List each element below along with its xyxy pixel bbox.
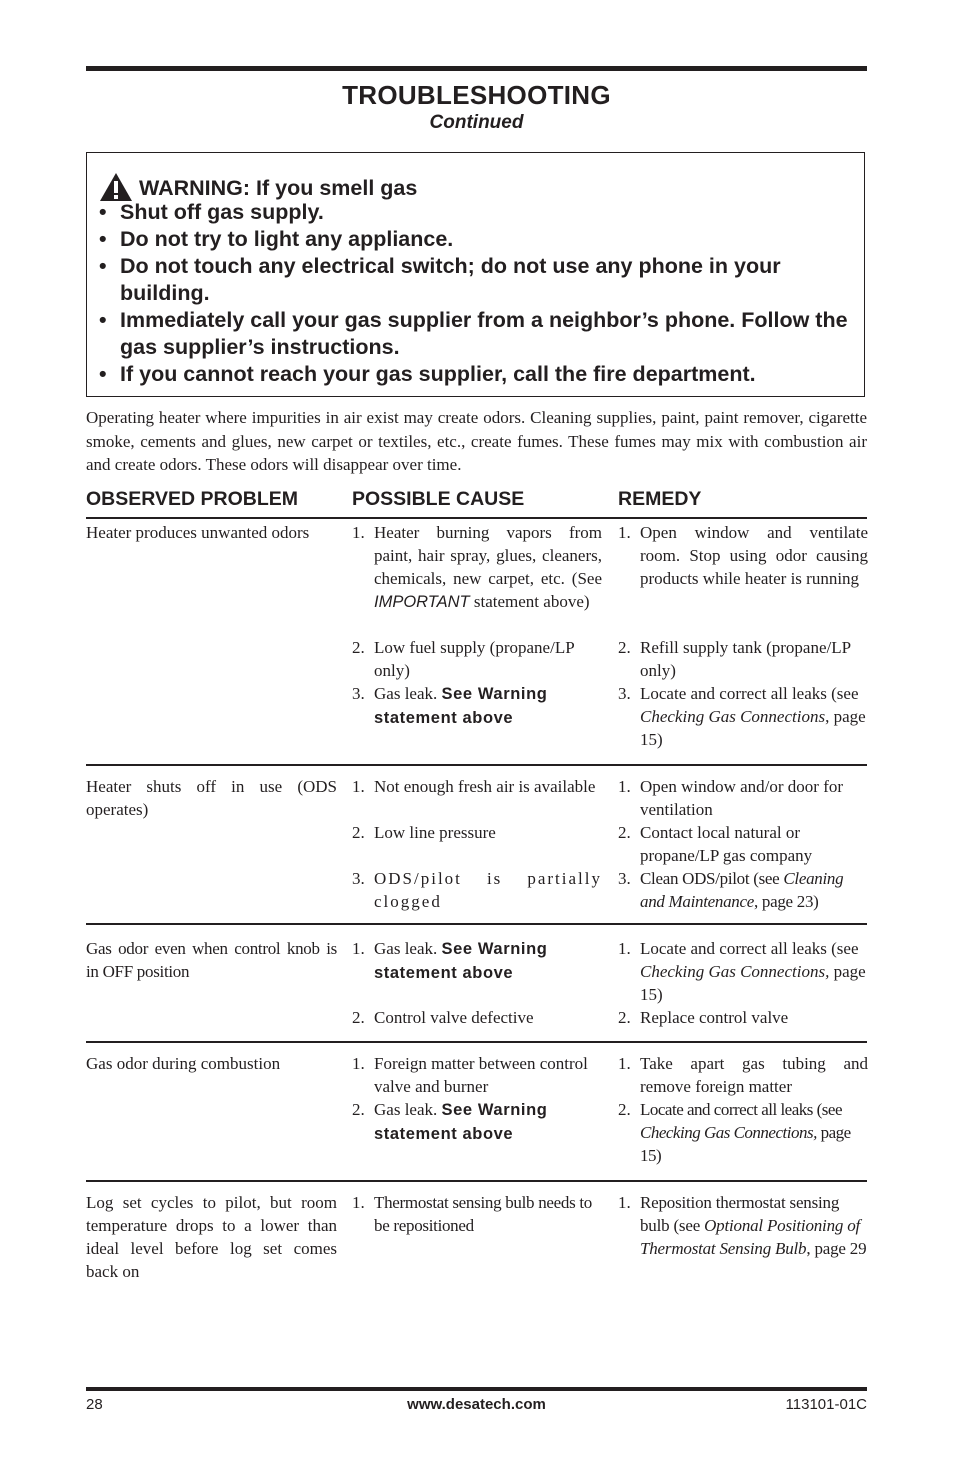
page-number: 28 [86, 1396, 103, 1413]
warning-list [99, 199, 858, 388]
header-rule [86, 517, 867, 519]
row-divider [86, 1041, 867, 1043]
warning-heading-row [99, 172, 417, 202]
row-divider [86, 923, 867, 925]
problem-cell: Gas odor during combustion [86, 1054, 281, 1073]
problem-cell: Log set cycles to pilot, but room temperature drops to a lower than ideal level before log set comes back on [86, 1193, 337, 1282]
page-subtitle: Continued [429, 112, 524, 133]
problem-cell: Gas odor even when control knob is in OFF position [86, 939, 337, 982]
warning-item: • If you cannot reach your gas supplier, call the fire department. [99, 362, 756, 386]
column-header-cause: POSSIBLE CAUSE [352, 488, 525, 510]
column-header-problem: OBSERVED PROBLEM [86, 488, 299, 510]
warning-heading: WARNING: If you smell gas [139, 176, 418, 200]
problem-cell: Heater produces unwanted odors [86, 523, 310, 542]
footer-url[interactable]: www.desatech.com [407, 1396, 546, 1413]
intro-paragraph: Operating heater where impurities in air exist may create odors. Cleaning supplies, paint, paint remover, cigarette smoke, cements and glues, new carpet or textiles, etc., create fumes. These fumes may mix with combustion air and create odors. These odors will disappear over time. [86, 408, 867, 474]
warning-item: • Do not try to light any appliance. [99, 227, 454, 251]
warning-box [86, 152, 865, 397]
warning-item: • Shut off gas supply. [99, 200, 324, 224]
top-rule [86, 66, 867, 71]
row-divider [86, 1180, 867, 1182]
row-divider [86, 764, 867, 766]
document-number: 113101-01C [785, 1396, 867, 1413]
problem-cell: Heater shuts off in use (ODS operates) [86, 777, 337, 820]
warning-item: • Do not touch any electrical switch; do not use any phone in your building. [99, 254, 781, 305]
page-title: TROUBLESHOOTING [342, 80, 611, 110]
warning-triangle-icon [99, 172, 133, 202]
warning-item: • Immediately call your gas supplier from a neighbor’s phone. Follow the gas supplier’s instructions. [99, 308, 848, 359]
bottom-rule [86, 1387, 867, 1391]
column-header-remedy: REMEDY [618, 488, 702, 510]
